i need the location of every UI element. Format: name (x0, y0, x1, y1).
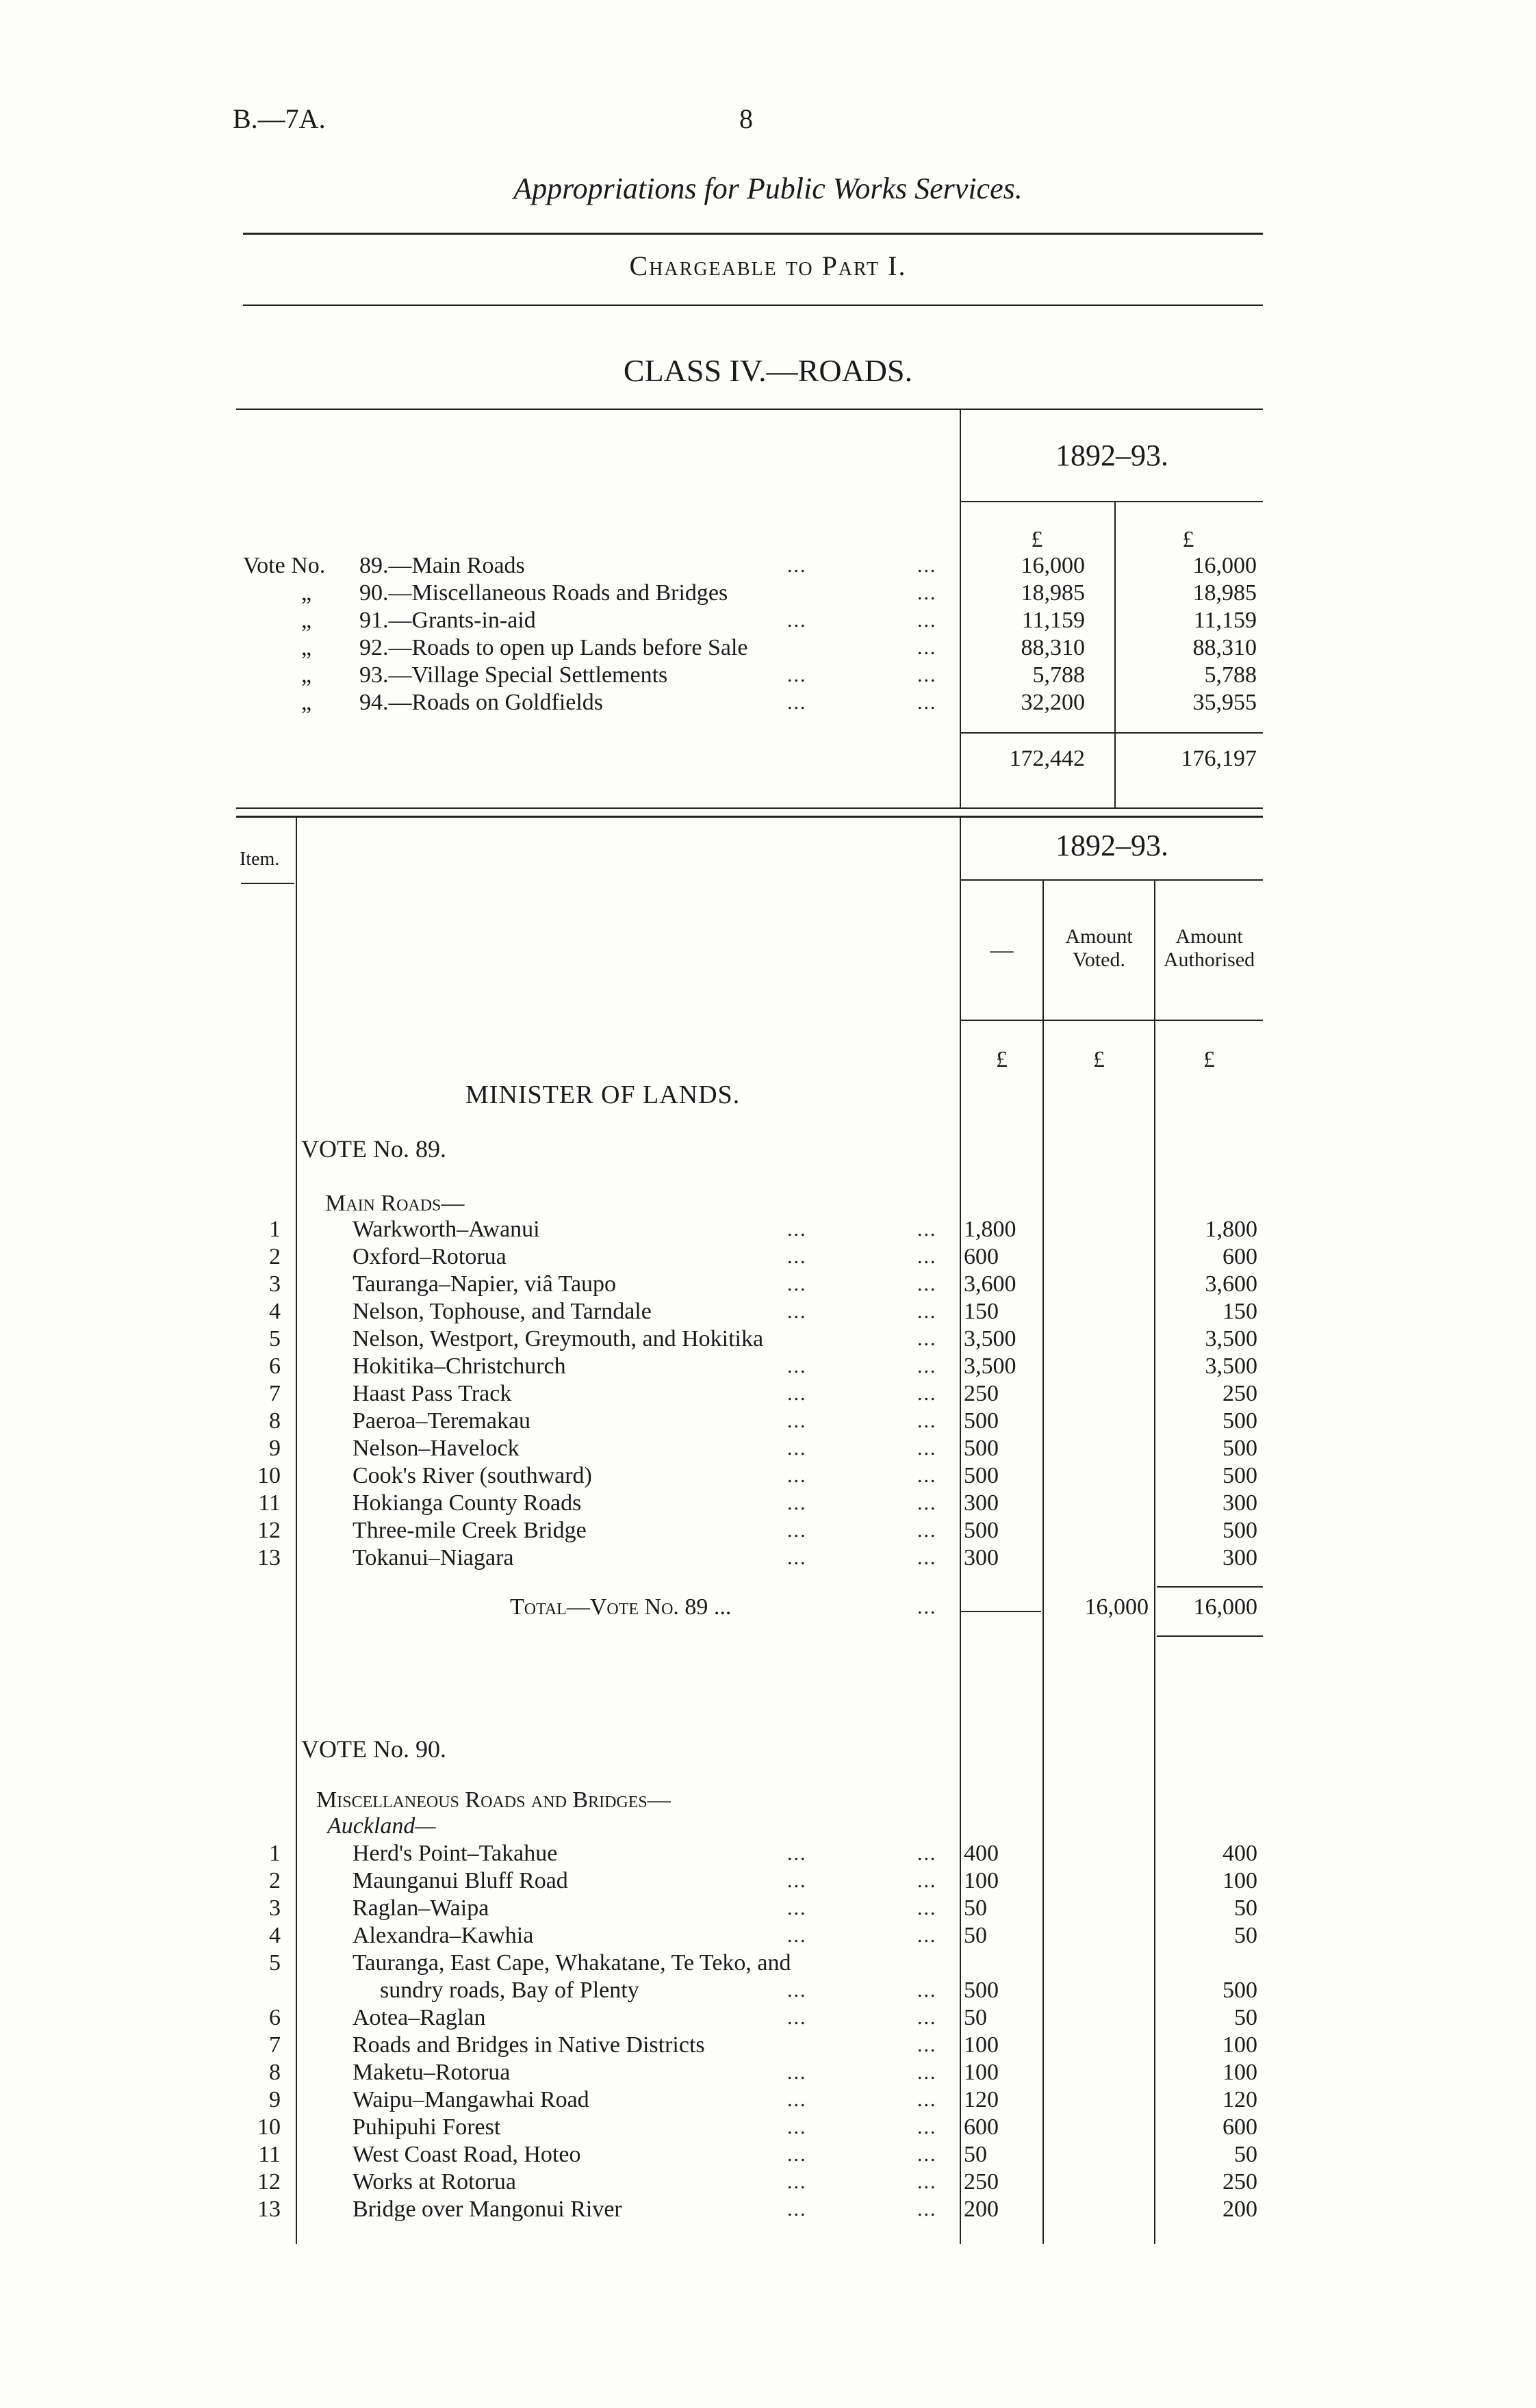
item-end-dots: ... (917, 2088, 937, 2111)
item-amount-authorised: 150 (1223, 1299, 1257, 1324)
item-number: 4 (269, 1299, 281, 1324)
item-end-dots: ... (917, 1410, 937, 1432)
item-amount-authorised: 3,500 (1205, 1354, 1257, 1379)
road-item-desc: Alexandra–Kawhia (353, 1923, 534, 1948)
item-amount-authorised: 100 (1223, 1868, 1257, 1893)
item-amount: 400 (964, 1841, 999, 1866)
detail-year: 1892–93. (1055, 829, 1168, 862)
item-end-dots: ... (917, 2034, 937, 2056)
item-amount-authorised: 250 (1223, 1381, 1257, 1406)
item-amount-authorised: 250 (1223, 2169, 1257, 2195)
item-number: 7 (269, 1381, 281, 1406)
item-number: 1 (269, 1841, 281, 1866)
item-end-dots: ... (917, 2198, 937, 2221)
item-amount: 3,500 (964, 1326, 1016, 1351)
road-item-desc: Raglan–Waipa (353, 1895, 489, 1921)
summary-amount-b: 16,000 (1192, 553, 1257, 578)
item-amount: 250 (964, 2169, 999, 2195)
item-amount-authorised: 500 (1223, 1436, 1257, 1461)
summary-mid-dots: ... (787, 664, 807, 686)
summary-amount-b: 5,788 (1204, 662, 1257, 688)
item-end-dots: ... (917, 2116, 937, 2138)
summary-amount-a: 5,788 (1032, 662, 1085, 688)
item-amount: 120 (964, 2087, 999, 2112)
item-end-dots: ... (917, 1897, 937, 1919)
item-amount: 200 (964, 2197, 999, 2222)
item-amount: 500 (964, 1978, 999, 2003)
item-amount: 50 (964, 1895, 987, 1921)
vote90-title: VOTE No. 90. (301, 1735, 446, 1763)
item-amount-authorised: 600 (1223, 2114, 1257, 2140)
summary-amount-b: 35,955 (1192, 690, 1257, 715)
item-header-rule (241, 883, 294, 884)
item-end-dots: ... (917, 1546, 937, 1569)
item-end-dots: ... (917, 1382, 937, 1405)
col3-header: Amount Authorised (1163, 925, 1255, 971)
col3-currency: £ (1203, 1047, 1215, 1072)
summary-year: 1892–93. (1055, 439, 1168, 472)
vote89-total-authorised: 16,000 (1193, 1594, 1257, 1620)
road-item-desc: Hokitika–Christchurch (353, 1354, 566, 1379)
item-amount: 100 (964, 2032, 999, 2058)
item-end-dots: ... (917, 2061, 937, 2084)
item-amount-authorised: 100 (1223, 2060, 1257, 2085)
summary-vote-label: 92.—Roads to open up Lands before Sale (359, 635, 748, 660)
road-item-desc: Roads and Bridges in Native Districts (353, 2032, 705, 2058)
item-mid-dots: ... (787, 2198, 807, 2221)
item-mid-dots: ... (787, 1979, 807, 2002)
vote89-total-label: Total—Vote No. 89 ... (510, 1594, 732, 1620)
item-mid-dots: ... (787, 2088, 807, 2111)
summary-vote-prefix: „ (301, 662, 312, 688)
item-mid-dots: ... (787, 2116, 807, 2138)
item-amount: 500 (964, 1436, 999, 1461)
summary-vote-prefix: Vote No. (243, 553, 326, 578)
summary-amount-a: 11,159 (1021, 608, 1085, 633)
road-item-desc: Maketu–Rotorua (353, 2060, 511, 2085)
item-number: 4 (269, 1923, 281, 1948)
item-number: 11 (258, 1490, 281, 1516)
summary-vote-label: 90.—Miscellaneous Roads and Bridges (359, 580, 728, 606)
item-mid-dots: ... (787, 1300, 807, 1323)
road-item-desc: Tokanui–Niagara (353, 1545, 514, 1570)
vote89-total-rule-top (1157, 1586, 1263, 1588)
summary-vote-prefix: „ (301, 608, 312, 633)
vote89-col1-rule (961, 1611, 1041, 1612)
item-amount-authorised: 3,500 (1205, 1326, 1257, 1351)
item-number: 6 (269, 2005, 281, 2030)
road-item-desc: Cook's River (southward) (353, 1463, 592, 1488)
col1-header: — (990, 937, 1014, 963)
summary-end-dots: ... (917, 691, 937, 714)
item-amount: 1,800 (964, 1217, 1016, 1242)
item-number: 3 (269, 1271, 281, 1297)
item-amount: 500 (964, 1518, 999, 1543)
road-item-desc: Bridge over Mangonui River (353, 2197, 622, 2222)
summary-amount-b: 88,310 (1192, 635, 1257, 660)
road-item-desc: Nelson, Westport, Greymouth, and Hokitika (353, 1326, 764, 1351)
col1-currency: £ (996, 1047, 1008, 1072)
item-end-dots: ... (917, 1464, 937, 1487)
minister-heading: MINISTER OF LANDS. (465, 1080, 741, 1109)
item-amount: 300 (964, 1545, 999, 1570)
summary-currency-b: £ (1182, 527, 1194, 552)
rule-class (236, 409, 1263, 410)
vote89-title: VOTE No. 89. (301, 1135, 446, 1163)
vote89-heading: Main Roads— (325, 1191, 465, 1216)
road-item-desc: West Coast Road, Hoteo (353, 2142, 581, 2167)
detail-col-rule-b (1042, 879, 1044, 2244)
summary-amount-b: 11,159 (1193, 608, 1257, 633)
item-amount-authorised: 50 (1234, 1923, 1257, 1948)
summary-vote-label: 93.—Village Special Settlements (359, 662, 668, 688)
road-item-desc: Herd's Point–Takahue (353, 1841, 558, 1866)
road-item-desc: Tauranga–Napier, viâ Taupo (353, 1271, 617, 1297)
road-item-desc: Oxford–Rotorua (353, 1244, 507, 1269)
item-end-dots: ... (917, 2171, 937, 2193)
chargeable-subtitle: Chargeable to Part I. (629, 250, 907, 281)
summary-amount-a: 16,000 (1021, 553, 1085, 578)
item-amount: 3,600 (964, 1271, 1016, 1297)
item-amount-authorised: 50 (1234, 1895, 1257, 1921)
item-amount-authorised: 400 (1223, 1841, 1257, 1866)
item-number: 13 (257, 2197, 281, 2222)
item-amount: 100 (964, 2060, 999, 2085)
item-amount-authorised: 500 (1223, 1408, 1257, 1434)
item-amount-authorised: 500 (1223, 1463, 1257, 1488)
rule-top (243, 233, 1263, 235)
item-end-dots: ... (917, 1979, 937, 2002)
item-amount-authorised: 300 (1223, 1490, 1257, 1516)
item-amount-authorised: 50 (1234, 2142, 1257, 2167)
summary-mid-dots: ... (787, 554, 807, 577)
summary-end-dots: ... (917, 582, 937, 604)
item-end-dots: ... (917, 1328, 937, 1350)
item-mid-dots: ... (787, 1869, 807, 1892)
summary-end-dots: ... (917, 664, 937, 686)
road-item-desc: Maunganui Bluff Road (353, 1868, 568, 1893)
item-end-dots: ... (917, 1300, 937, 1323)
summary-vote-prefix: „ (301, 580, 312, 606)
road-item-desc: Waipu–Mangawhai Road (353, 2087, 589, 2112)
item-number: 12 (257, 2169, 281, 2195)
item-amount: 50 (964, 2142, 987, 2167)
road-item-desc: Haast Pass Track (353, 1381, 512, 1406)
item-amount: 500 (964, 1463, 999, 1488)
road-item-desc: Hokianga County Roads (353, 1490, 582, 1516)
summary-total-a: 172,442 (1009, 746, 1085, 771)
item-mid-dots: ... (787, 1924, 807, 1947)
road-item-desc: Aotea–Raglan (353, 2005, 486, 2030)
summary-currency-a: £ (1031, 527, 1043, 552)
item-number: 2 (269, 1244, 281, 1269)
item-amount: 250 (964, 1381, 999, 1406)
summary-end-dots: ... (917, 554, 937, 577)
col2-currency: £ (1093, 1047, 1105, 1072)
item-number: 1 (269, 1217, 281, 1242)
item-end-dots: ... (917, 1273, 937, 1295)
summary-amount-a: 88,310 (1021, 635, 1085, 660)
item-mid-dots: ... (787, 1492, 807, 1514)
item-amount-authorised: 200 (1223, 2197, 1257, 2222)
item-end-dots: ... (917, 1245, 937, 1268)
vote90-heading: Miscellaneous Roads and Bridges— (316, 1787, 671, 1813)
item-mid-dots: ... (787, 1382, 807, 1405)
item-amount-authorised: 1,800 (1205, 1217, 1257, 1242)
summary-vote-label: 91.—Grants-in-aid (359, 608, 536, 633)
col-header-rule (961, 1020, 1263, 1021)
item-amount-authorised: 3,600 (1205, 1271, 1257, 1297)
item-number: 5 (269, 1950, 281, 1976)
item-mid-dots: ... (787, 1245, 807, 1268)
rule-mid-b (236, 816, 1263, 818)
page-title: Appropriations for Public Works Services. (513, 172, 1023, 205)
vote89-total-voted: 16,000 (1084, 1594, 1149, 1620)
summary-vote-label: 94.—Roads on Goldfields (359, 690, 604, 715)
item-amount-authorised: 500 (1223, 1518, 1257, 1543)
road-item-desc: Nelson–Havelock (353, 1436, 520, 1461)
item-number: 8 (269, 1408, 281, 1434)
item-number: 9 (269, 2087, 281, 2112)
summary-total-b: 176,197 (1181, 746, 1257, 771)
item-amount: 100 (964, 1868, 999, 1893)
road-item-desc: Three-mile Creek Bridge (353, 1518, 587, 1543)
item-end-dots: ... (917, 1437, 937, 1460)
item-mid-dots: ... (787, 1273, 807, 1295)
detail-col-rule-c (1154, 879, 1155, 2244)
item-amount: 600 (964, 1244, 999, 1269)
item-number: 11 (258, 2142, 281, 2167)
item-end-dots: ... (917, 1492, 937, 1514)
item-number: 12 (257, 1518, 281, 1543)
summary-end-dots: ... (917, 609, 937, 632)
item-number: 10 (257, 2114, 281, 2140)
summary-total-rule (961, 732, 1263, 734)
summary-amount-a: 32,200 (1021, 690, 1085, 715)
page-number: 8 (739, 103, 753, 134)
rule-sub (243, 305, 1263, 306)
item-number: 10 (257, 1463, 281, 1488)
vote89-total-rule-bottom (1157, 1635, 1263, 1637)
road-item-desc: Warkworth–Awanui (353, 1217, 540, 1242)
item-amount: 500 (964, 1408, 999, 1434)
item-number: 7 (269, 2032, 281, 2058)
road-item-desc: Works at Rotorua (353, 2169, 516, 2195)
summary-mid-dots: ... (787, 609, 807, 632)
item-amount-authorised: 120 (1223, 2087, 1257, 2112)
item-amount-authorised: 300 (1223, 1545, 1257, 1570)
item-end-dots: ... (917, 1519, 937, 1542)
item-number: 5 (269, 1326, 281, 1351)
item-amount: 50 (964, 1923, 987, 1948)
item-number: 6 (269, 1354, 281, 1379)
item-mid-dots: ... (787, 2143, 807, 2166)
summary-vote-prefix: „ (301, 635, 312, 660)
item-amount-authorised: 600 (1223, 1244, 1257, 1269)
item-end-dots: ... (917, 2006, 937, 2029)
detail-year-rule (961, 879, 1263, 881)
summary-col-rule-mid (1114, 501, 1116, 807)
item-mid-dots: ... (787, 1410, 807, 1432)
item-number: 2 (269, 1868, 281, 1893)
item-end-dots: ... (917, 2143, 937, 2166)
summary-amount-a: 18,985 (1021, 580, 1085, 606)
item-mid-dots: ... (787, 2171, 807, 2193)
item-mid-dots: ... (787, 1842, 807, 1865)
document-ref: B.—7A. (233, 103, 326, 134)
item-amount: 600 (964, 2114, 999, 2140)
item-header: Item. (240, 849, 280, 870)
item-number: 9 (269, 1436, 281, 1461)
road-item-desc: Tauranga, East Cape, Whakatane, Te Teko, and (353, 1950, 791, 1976)
road-item-desc-cont: sundry roads, Bay of Plenty (380, 1978, 639, 2003)
item-amount-authorised: 50 (1234, 2005, 1257, 2030)
item-mid-dots: ... (787, 2061, 807, 2084)
item-mid-dots: ... (787, 1355, 807, 1377)
item-mid-dots: ... (787, 1218, 807, 1241)
col2-header: Amount Voted. (1065, 925, 1133, 971)
item-amount: 300 (964, 1490, 999, 1516)
item-amount-authorised: 100 (1223, 2032, 1257, 2058)
item-amount: 3,500 (964, 1354, 1016, 1379)
summary-amount-b: 18,985 (1192, 580, 1257, 606)
class-title: CLASS IV.—ROADS. (623, 353, 913, 388)
summary-vote-label: 89.—Main Roads (359, 553, 525, 578)
summary-year-rule (961, 501, 1263, 502)
item-col-rule (296, 818, 297, 2244)
summary-end-dots: ... (917, 636, 937, 659)
item-number: 8 (269, 2060, 281, 2085)
item-end-dots: ... (917, 1869, 937, 1892)
item-mid-dots: ... (787, 2006, 807, 2029)
item-mid-dots: ... (787, 1437, 807, 1460)
road-item-desc: Puhipuhi Forest (353, 2114, 501, 2140)
item-mid-dots: ... (787, 1464, 807, 1487)
item-amount: 150 (964, 1299, 999, 1324)
item-amount: 50 (964, 2005, 987, 2030)
road-item-desc: Nelson, Tophouse, and Tarndale (353, 1299, 652, 1324)
vote89-total-dots: ... (917, 1596, 937, 1618)
item-mid-dots: ... (787, 1519, 807, 1542)
detail-col-rule-a (960, 818, 961, 2244)
summary-mid-dots: ... (787, 691, 807, 714)
item-end-dots: ... (917, 1924, 937, 1947)
road-item-desc: Paeroa–Teremakau (353, 1408, 531, 1434)
vote90-subheading: Auckland— (327, 1813, 436, 1839)
item-amount-authorised: 500 (1223, 1978, 1257, 2003)
item-number: 3 (269, 1895, 281, 1921)
item-mid-dots: ... (787, 1546, 807, 1569)
summary-vote-prefix: „ (301, 690, 312, 715)
item-number: 13 (257, 1545, 281, 1570)
item-end-dots: ... (917, 1355, 937, 1377)
rule-mid-a (236, 807, 1263, 809)
item-mid-dots: ... (787, 1897, 807, 1919)
item-end-dots: ... (917, 1842, 937, 1865)
item-end-dots: ... (917, 1218, 937, 1241)
